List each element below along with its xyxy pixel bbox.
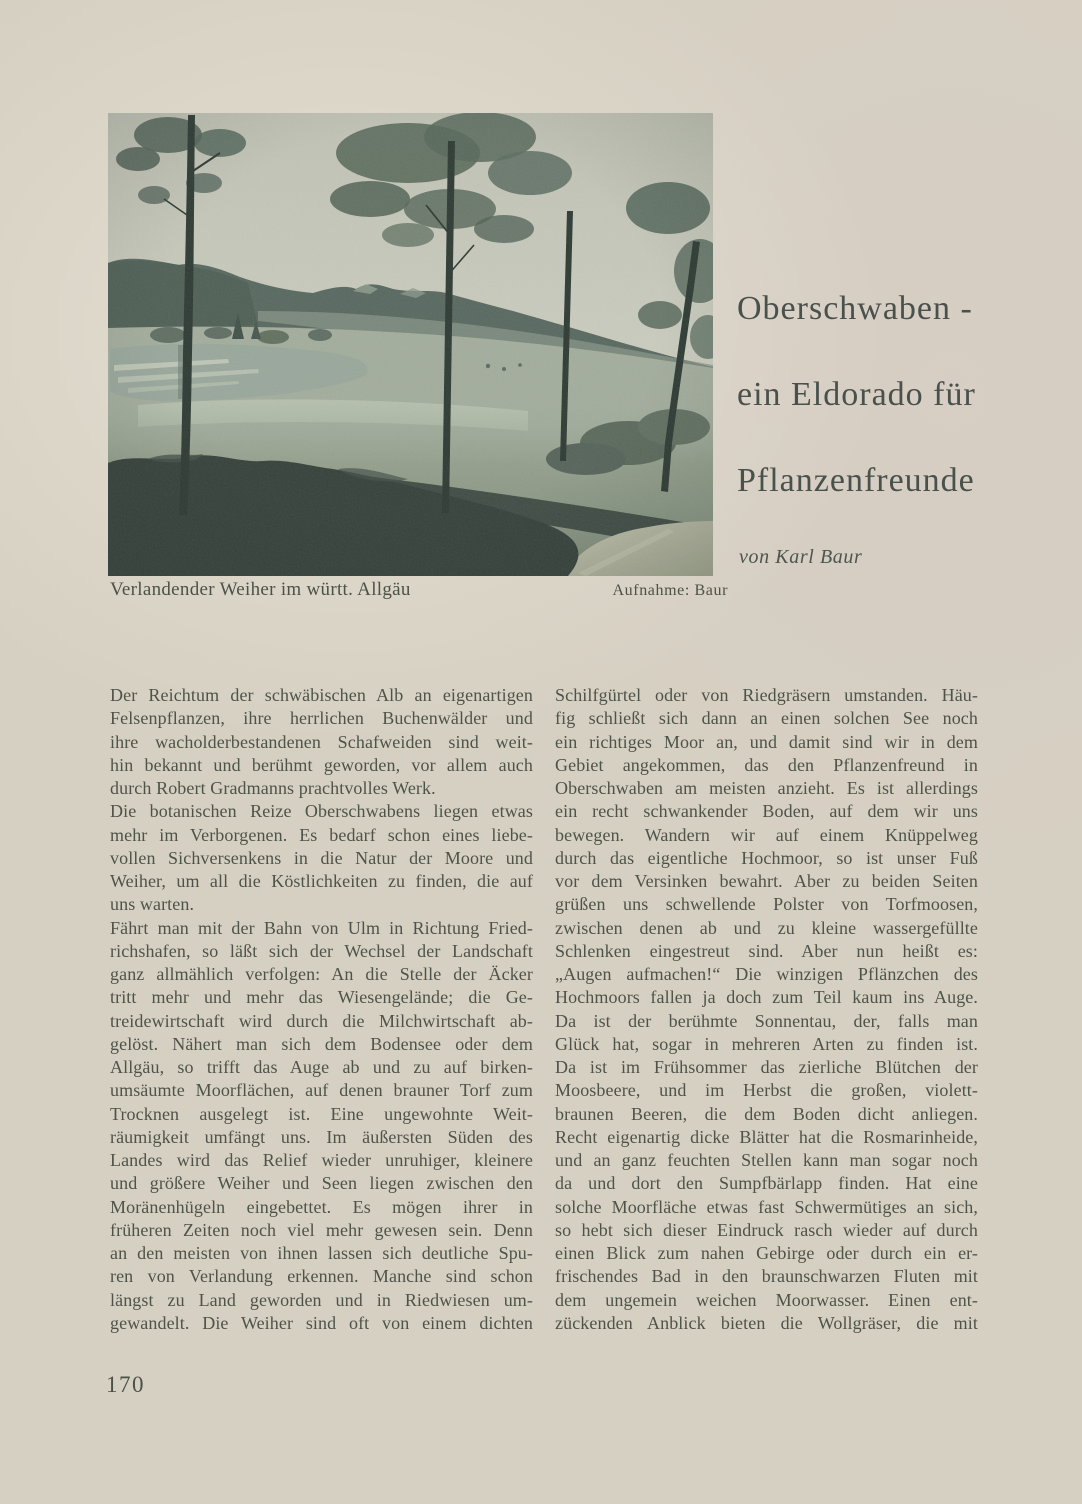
text-line: und größere Weiher und Seen liegen zwischen den [110,1173,533,1194]
text-line: Die botanischen Reize Oberschwabens liegen etwas [110,801,533,822]
text-line: räumigkeit umfängt uns. Im äußersten Süden des [110,1126,533,1147]
text-line: vollen Sichversenkens in die Natur der Moore und [110,847,533,868]
text-line: solche Moorfläche etwas fast Schwermütiges an sich, [555,1196,978,1217]
photo-finish [108,113,713,576]
photo-credit: Aufnahme: Baur [612,582,728,599]
text-line: hin bekannt und berühmt geworden, vor allem auch [110,754,533,775]
text-line: einen Blick zum nahen Gebirge oder durch ein er- [555,1243,978,1263]
text-line: ren von Verlandung erkennen. Manche sind schon [110,1266,533,1287]
photo-caption: Verlandender Weiher im württ. Allgäu [110,579,411,600]
text-line: durch das eigentliche Hochmoor, so ist unser Fuß [555,847,978,868]
text-line: zückenden Anblick bieten die Wollgräser, die mit [555,1312,978,1333]
title-line-1: Oberschwaben - [737,290,973,327]
text-line: braunen Beeren, die dem Boden dicht anliegen. [555,1103,978,1124]
text-line: Da ist der berühmte Sonnentau, der, falls man [555,1010,978,1031]
text-line: grüßen uns schwellende Polster von Torfmoosen, [555,894,978,915]
text-line: längst zu Land geworden und in Riedwiesen um- [110,1289,533,1310]
left-column [110,684,533,1335]
text-line: Allgäu, so trifft das Auge ab und zu auf birken- [110,1057,533,1077]
text-line: Schlenken eingestreut sind. Aber nun heißt es: [555,940,978,961]
text-line: bewegen. Wandern wir auf einem Knüppelweg [555,824,978,845]
text-line: uns warten. [110,894,195,915]
text-line: ganz allmählich verfolgen: An die Stelle der Äcker [110,964,533,984]
text-line: Recht eigenartig dicke Blätter hat die Rosmarinheide, [555,1126,978,1147]
text-line: Gebiet angekommen, das den Pflanzenfreund in [555,754,978,775]
text-line: an den meisten von ihnen lassen sich deutliche Spu- [110,1243,533,1263]
text-line: durch Robert Gradmanns prachtvolles Werk. [110,778,436,798]
text-line: so hebt sich dieser Eindruck rasch wieder auf durch [555,1219,978,1240]
photo-caption-row [110,579,728,601]
text-line: Weiher, um all die Köstlichkeiten zu finden, die auf [110,871,533,891]
byline: von Karl Baur [739,546,863,568]
text-line: Trocknen ausgelegt ist. Eine ungewohnte Weit- [110,1103,533,1124]
text-line: umsäumte Moorflächen, auf denen brauner Torf zum [110,1080,533,1101]
landscape-photo-svg [108,113,713,576]
text-line: Oberschwaben am meisten anzieht. Es ist allerdings [555,778,978,798]
text-line: Glück hat, sogar in mehreren Arten zu finden ist. [555,1033,978,1054]
text-line: gewandelt. Die Weiher sind oft von einem dichten [110,1312,533,1333]
text-line: tritt mehr und mehr das Wiesengelände; die Ge- [110,987,533,1008]
text-line: ein richtiges Moor an, und damit sind wir in dem [555,731,978,752]
text-line: und an ganz feuchten Stellen kann man sogar noch [555,1150,978,1170]
text-line: ihre wacholderbestandenen Schafweiden sind weit- [110,731,533,752]
landscape-photo [108,113,713,576]
text-line: ein recht schwankender Boden, auf dem wir uns [555,801,978,822]
text-line: dem ungemein weichen Moorwasser. Einen ent- [555,1289,978,1310]
text-line: fig schließt sich dann an einen solchen See noch [555,708,978,729]
text-line: Da ist im Frühsommer das zierliche Blütchen der [555,1057,978,1077]
text-line: da und dort den Sumpfbärlapp finden. Hat eine [555,1173,978,1194]
title-line-2: ein Eldorado für [737,376,976,413]
text-line: „Augen aufmachen!“ Die winzigen Pflänzchen des [555,964,978,984]
article-title [737,266,995,524]
text-line: richshafen, so läßt sich der Wechsel der Landschaft [110,940,533,961]
text-line: Der Reichtum der schwäbischen Alb an eigenartigen [110,685,533,705]
text-line: frischendes Bad in den braunschwarzen Fluten mit [555,1266,978,1287]
text-line: Hochmoors fallen ja doch zum Teil kaum ins Auge. [555,987,978,1008]
text-line: Moränenhügeln eingebettet. Es mögen ihrer in [110,1196,533,1217]
article-body [110,684,978,1335]
title-line-3: Pflanzenfreunde [737,462,975,499]
text-line: gelöst. Nähert man sich dem Bodensee oder dem [110,1033,533,1054]
text-line: mehr im Verborgenen. Es bedarf schon eines liebe- [110,824,533,845]
text-line: zwischen denen ab und zu kleine wassergefüllte [555,917,978,938]
text-line: vor dem Versinken bewahrt. Aber zu beiden Seiten [555,871,978,891]
text-line: Schilfgürtel oder von Riedgräsern umstanden. Häu- [555,685,978,705]
text-line: Fährt man mit der Bahn von Ulm in Richtung Fried- [110,917,533,938]
text-line: Moosbeere, und im Herbst die großen, violett- [555,1080,978,1101]
text-line: Landes wird das Relief wieder unruhiger, kleinere [110,1150,533,1170]
text-line: früheren Zeiten noch viel mehr gewesen sein. Denn [110,1219,533,1240]
text-line: Felsenpflanzen, ihre herrlichen Buchenwälder und [110,708,533,729]
text-line: treidewirtschaft wird durch die Milchwirtschaft ab- [110,1010,533,1031]
right-column [555,684,978,1335]
page-number: 170 [106,1372,145,1397]
